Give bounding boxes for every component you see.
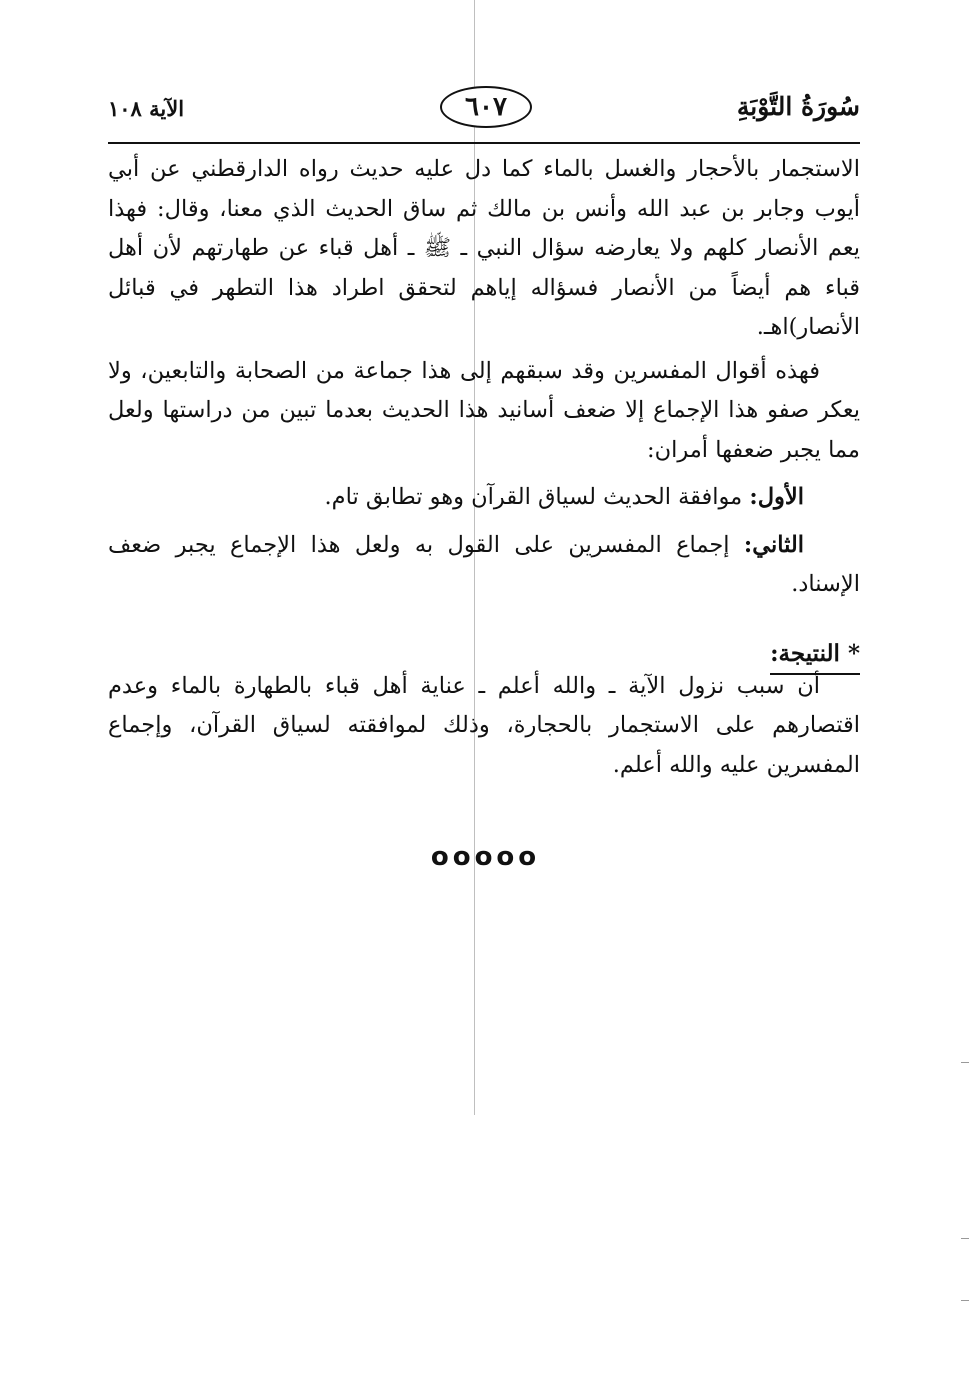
section-heading-wrap bbox=[108, 619, 860, 665]
surah-title: سُورَةُ التَّوْبَةِ bbox=[736, 92, 860, 121]
page-header bbox=[108, 86, 860, 134]
point-2-text: إجماع المفسرين على القول به ولعل هذا الإجماع يجبر ضعف الإسناد. bbox=[108, 531, 860, 597]
ayah-label: الآية ١٠٨ bbox=[108, 96, 185, 121]
page-number: ٦٠٧ bbox=[465, 92, 507, 122]
point-2-label: الثاني: bbox=[743, 531, 804, 558]
section-heading: * النتيجة: bbox=[770, 637, 860, 675]
point-1-label: الأول: bbox=[749, 484, 804, 510]
header-rule bbox=[108, 142, 860, 144]
paragraph-1: الاستجمار بالأحجار والغسل بالماء كما دل عليه حديث رواه الدارقطني عن أبي أيوب وجابر بن عبد الله وأنس بن مالك ثم ساق الحديث الذي معنا، وقال: فهذا يعم الأنصار كلهم ولا يعارضه سؤال النبي ـ ﷺ ـ أهل قباء عن طهارتهم لأن أهل قباء هم أيضاً من الأنصار فسؤاله إياهم لتحقق اطراد هذا التطهر في قبائل الأنصار)اهـ. bbox=[108, 156, 860, 340]
scan-mark bbox=[961, 1238, 969, 1239]
point-2 bbox=[108, 526, 860, 605]
conclusion-paragraph: أن سبب نزول الآية ـ والله أعلم ـ عناية أهل قباء بالطهارة بالماء وعدم اقتصارهم على الاستجمار بالحجارة، وذلك لموافقته لسياق القرآن، وإجماع المفسرين عليه والله أعلم. bbox=[108, 672, 860, 778]
scan-mark bbox=[961, 1062, 969, 1063]
scan-mark bbox=[961, 1300, 969, 1301]
paragraph-2: فهذه أقوال المفسرين وقد سبقهم إلى هذا جماعة من الصحابة والتابعين، ولا يعكر صفو هذا الإجماع إلا ضعف أسانيد هذا الحديث بعدما تبين من دراستها ولعل مما يجبر ضعفها أمران: bbox=[108, 357, 860, 463]
point-1-text: موافقة الحديث لسياق القرآن وهو تطابق تام. bbox=[324, 484, 750, 510]
end-ornament: ooooo bbox=[430, 842, 541, 872]
point-1 bbox=[108, 478, 860, 518]
page-number-frame bbox=[440, 86, 532, 128]
body-text bbox=[108, 150, 860, 785]
